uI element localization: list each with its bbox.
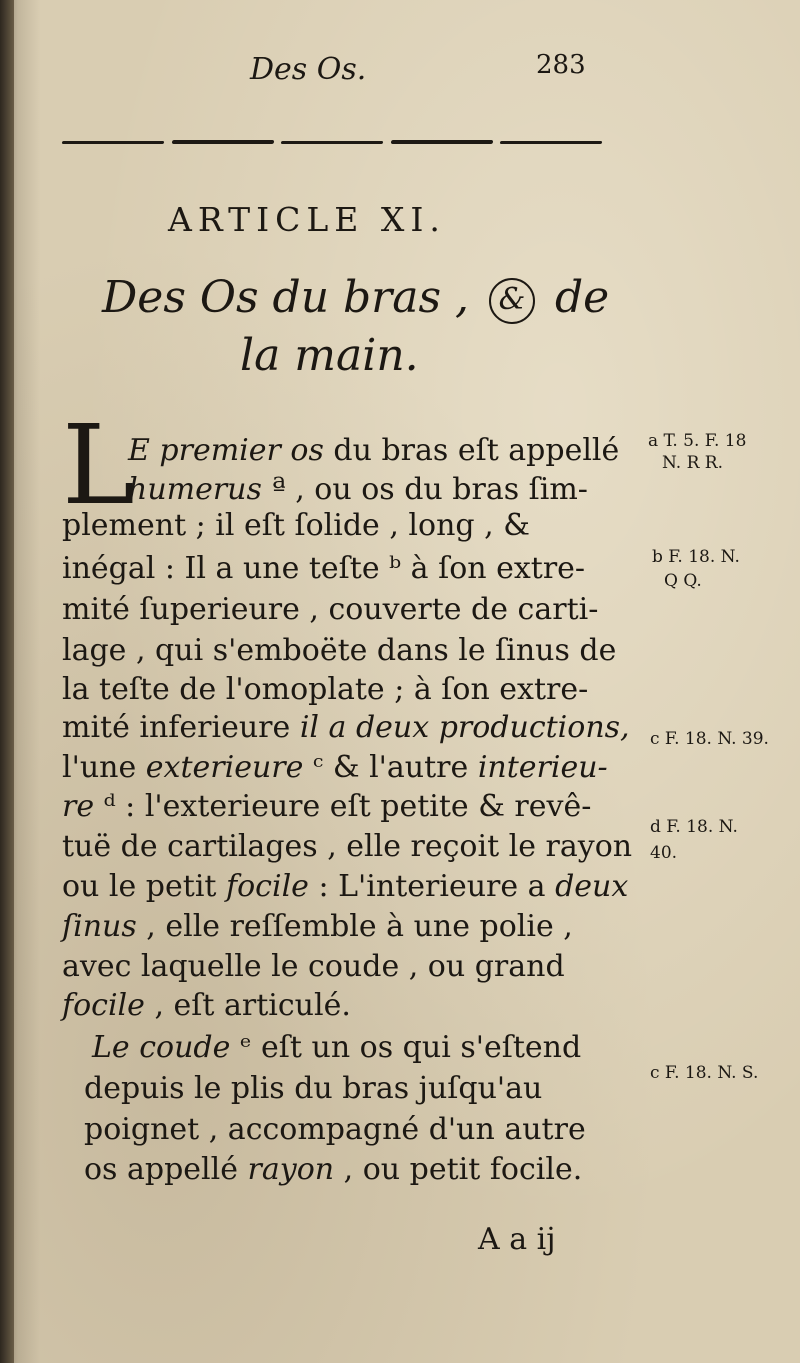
ornamental-rule: [62, 140, 602, 150]
text-segment: , ou petit focile.: [334, 1152, 583, 1187]
text-segment: humerus: [128, 472, 262, 507]
margin-note-a: a T. 5. F. 18: [648, 431, 747, 451]
text-segment: mité ſuperieure , couverte de carti-: [62, 592, 599, 627]
text-line: [62, 829, 632, 864]
text-segment: re: [62, 789, 95, 824]
title-text-b: de: [555, 272, 610, 323]
text-segment: depuis le plis du bras juſqu'au: [84, 1071, 543, 1106]
text-segment: ou le petit: [62, 869, 227, 904]
text-segment: tuë de cartilages , elle reçoit le rayon: [62, 829, 633, 864]
rule-segment: [171, 140, 273, 144]
margin-note-e: c F. 18. N. S.: [650, 1063, 759, 1083]
text-segment: ª , ou os du bras ſim-: [261, 472, 588, 507]
text-segment: mité inferieure: [62, 710, 300, 745]
text-line: [128, 472, 588, 507]
text-segment: : L'interieure a: [308, 869, 556, 904]
rule-segment: [390, 140, 492, 144]
rule-segment: [500, 141, 602, 144]
text-line: [128, 433, 619, 468]
margin-note-d: d F. 18. N.: [650, 817, 738, 837]
text-segment: ſinus: [62, 909, 137, 944]
text-line: [62, 750, 608, 785]
text-segment: ᶜ & l'autre: [303, 750, 478, 785]
article-heading: ARTICLE XI.: [168, 200, 446, 239]
text-segment: la teſte de l'omoplate ; à ſon extre-: [62, 672, 589, 707]
text-line: [62, 633, 616, 668]
text-line: [62, 869, 628, 904]
text-line: [62, 508, 530, 543]
article-title-line-2: la main.: [240, 330, 419, 381]
text-line: [62, 988, 351, 1023]
margin-note-b: b F. 18. N.: [652, 547, 740, 567]
title-text-a: Des Os du bras ,: [102, 272, 469, 323]
text-line: [62, 949, 565, 984]
text-line: [62, 909, 573, 944]
text-segment: inégal : Il a une teſte ᵇ à ſon extre-: [62, 551, 586, 586]
margin-note-d2: 40.: [650, 843, 678, 863]
text-segment: Le coude: [92, 1030, 231, 1065]
text-line: [84, 1112, 586, 1147]
book-gutter: [0, 0, 14, 1363]
text-segment: focile: [226, 869, 309, 904]
rule-segment: [281, 141, 383, 144]
text-segment: E premier os: [128, 433, 324, 468]
text-line: [92, 1030, 581, 1065]
text-segment: poignet , accompagné d'un autre: [84, 1112, 586, 1147]
article-title-line-1: [102, 272, 609, 324]
page-number: 283: [536, 50, 586, 80]
text-segment: plement ; il eſt ſolide , long , &: [62, 508, 530, 543]
text-segment: , eſt articulé.: [144, 988, 351, 1023]
text-segment: ᵈ : l'exterieure eſt petite & revê-: [94, 789, 592, 824]
margin-note-b2: Q Q.: [664, 571, 702, 591]
text-line: [62, 710, 630, 745]
rule-segment: [62, 141, 164, 144]
text-segment: il a deux productions,: [299, 710, 630, 745]
running-head: Des Os.: [250, 52, 367, 87]
text-segment: rayon: [247, 1152, 335, 1187]
text-segment: , elle reſſemble à une polie ,: [136, 909, 573, 944]
text-segment: ᵉ eſt un os qui s'eſtend: [230, 1030, 582, 1065]
signature-mark: A a ij: [478, 1222, 556, 1257]
text-segment: focile: [62, 988, 145, 1023]
text-line: [62, 789, 591, 824]
text-segment: lage , qui s'emboëte dans le ſinus de: [62, 633, 617, 668]
text-segment: du bras eſt appellé: [323, 433, 620, 468]
text-segment: deux: [555, 869, 629, 904]
text-line: [62, 592, 598, 627]
margin-note-a2: N. R R.: [662, 453, 724, 473]
text-segment: os appellé: [84, 1152, 248, 1187]
text-segment: exterieure: [145, 750, 304, 785]
text-segment: interieu-: [477, 750, 608, 785]
text-segment: avec laquelle le coude , ou grand: [62, 949, 565, 984]
text-line: [62, 672, 588, 707]
margin-note-c: c F. 18. N. 39.: [650, 729, 769, 749]
text-line: [62, 551, 585, 586]
text-line: [84, 1071, 542, 1106]
text-line: [84, 1152, 582, 1187]
ampersand-ornament: &: [489, 278, 535, 324]
text-segment: l'une: [62, 750, 146, 785]
drop-cap: L: [62, 401, 136, 529]
